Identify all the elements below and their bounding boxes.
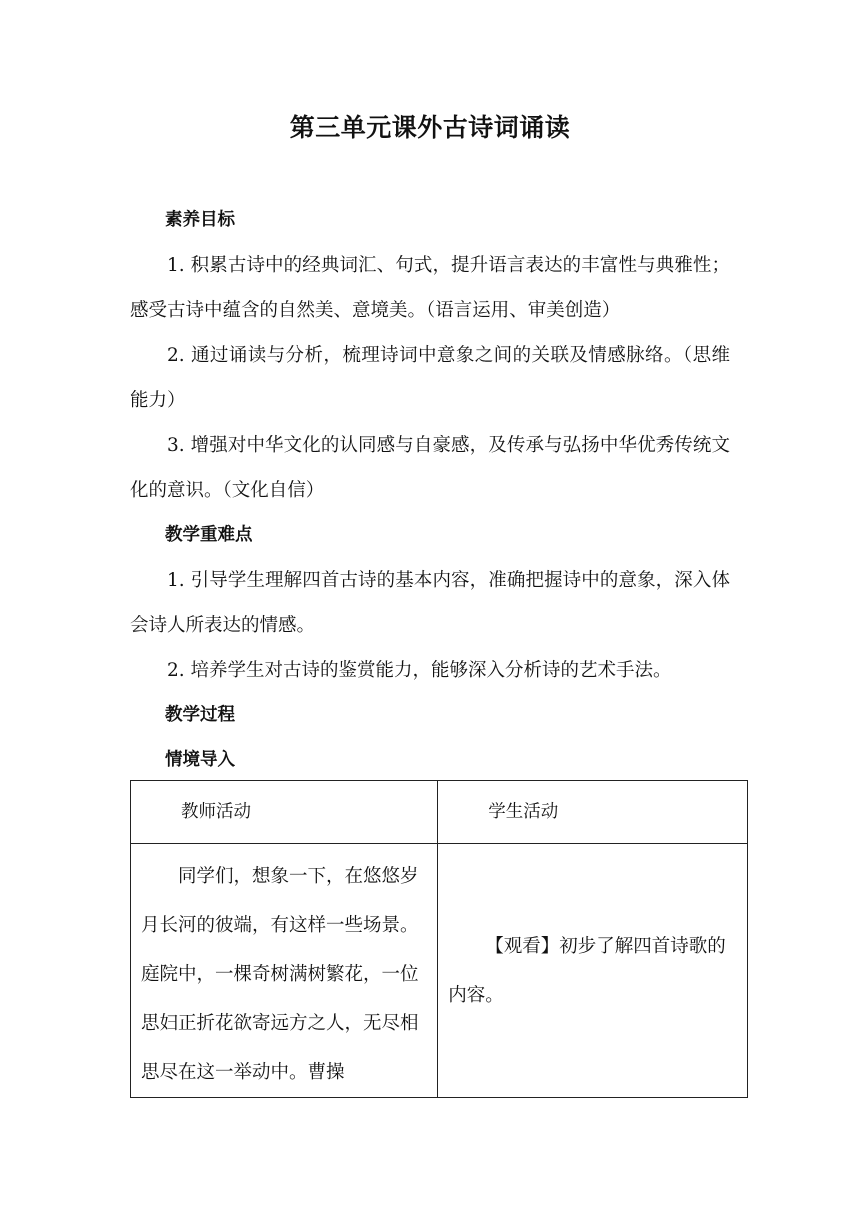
student-activity-cell: 【观看】初步了解四首诗歌的内容。 bbox=[438, 844, 748, 1098]
goal-item: 2. 通过诵读与分析，梳理诗词中意象之间的关联及情感脉络。（思维能力） bbox=[130, 345, 730, 411]
teacher-activity-cell: 同学们，想象一下，在悠悠岁月长河的彼端，有这样一些场景。庭院中，一棵奇树满树繁花，一位思妇正折花欲寄远方之人，无尽相思尽在这一举动中。曹操 bbox=[131, 844, 438, 1098]
document-title: 第三单元课外古诗词诵读 bbox=[289, 113, 571, 142]
table-row bbox=[131, 844, 748, 1098]
table-header-row bbox=[131, 781, 748, 844]
goals-heading: 素养目标 bbox=[165, 210, 235, 230]
goal-item: 3. 增强对中华文化的认同感与自豪感，及传承与弘扬中华优秀传统文化的意识。（文化自信） bbox=[130, 435, 730, 501]
activity-table bbox=[130, 780, 748, 1098]
student-activity-header: 学生活动 bbox=[438, 781, 748, 844]
teacher-activity-header: 教师活动 bbox=[131, 781, 438, 844]
process-heading: 教学过程 bbox=[165, 705, 235, 725]
document-body bbox=[130, 198, 730, 783]
key-points-heading: 教学重难点 bbox=[165, 525, 253, 545]
key-point-item: 2. 培养学生对古诗的鉴赏能力，能够深入分析诗的艺术手法。 bbox=[167, 660, 672, 681]
key-point-item: 1. 引导学生理解四首古诗的基本内容，准确把握诗中的意象，深入体会诗人所表达的情感。 bbox=[130, 570, 730, 636]
intro-heading: 情境导入 bbox=[165, 750, 235, 770]
goal-item: 1. 积累古诗中的经典词汇、句式，提升语言表达的丰富性与典雅性；感受古诗中蕴含的自然美、意境美。（语言运用、审美创造） bbox=[130, 255, 730, 321]
